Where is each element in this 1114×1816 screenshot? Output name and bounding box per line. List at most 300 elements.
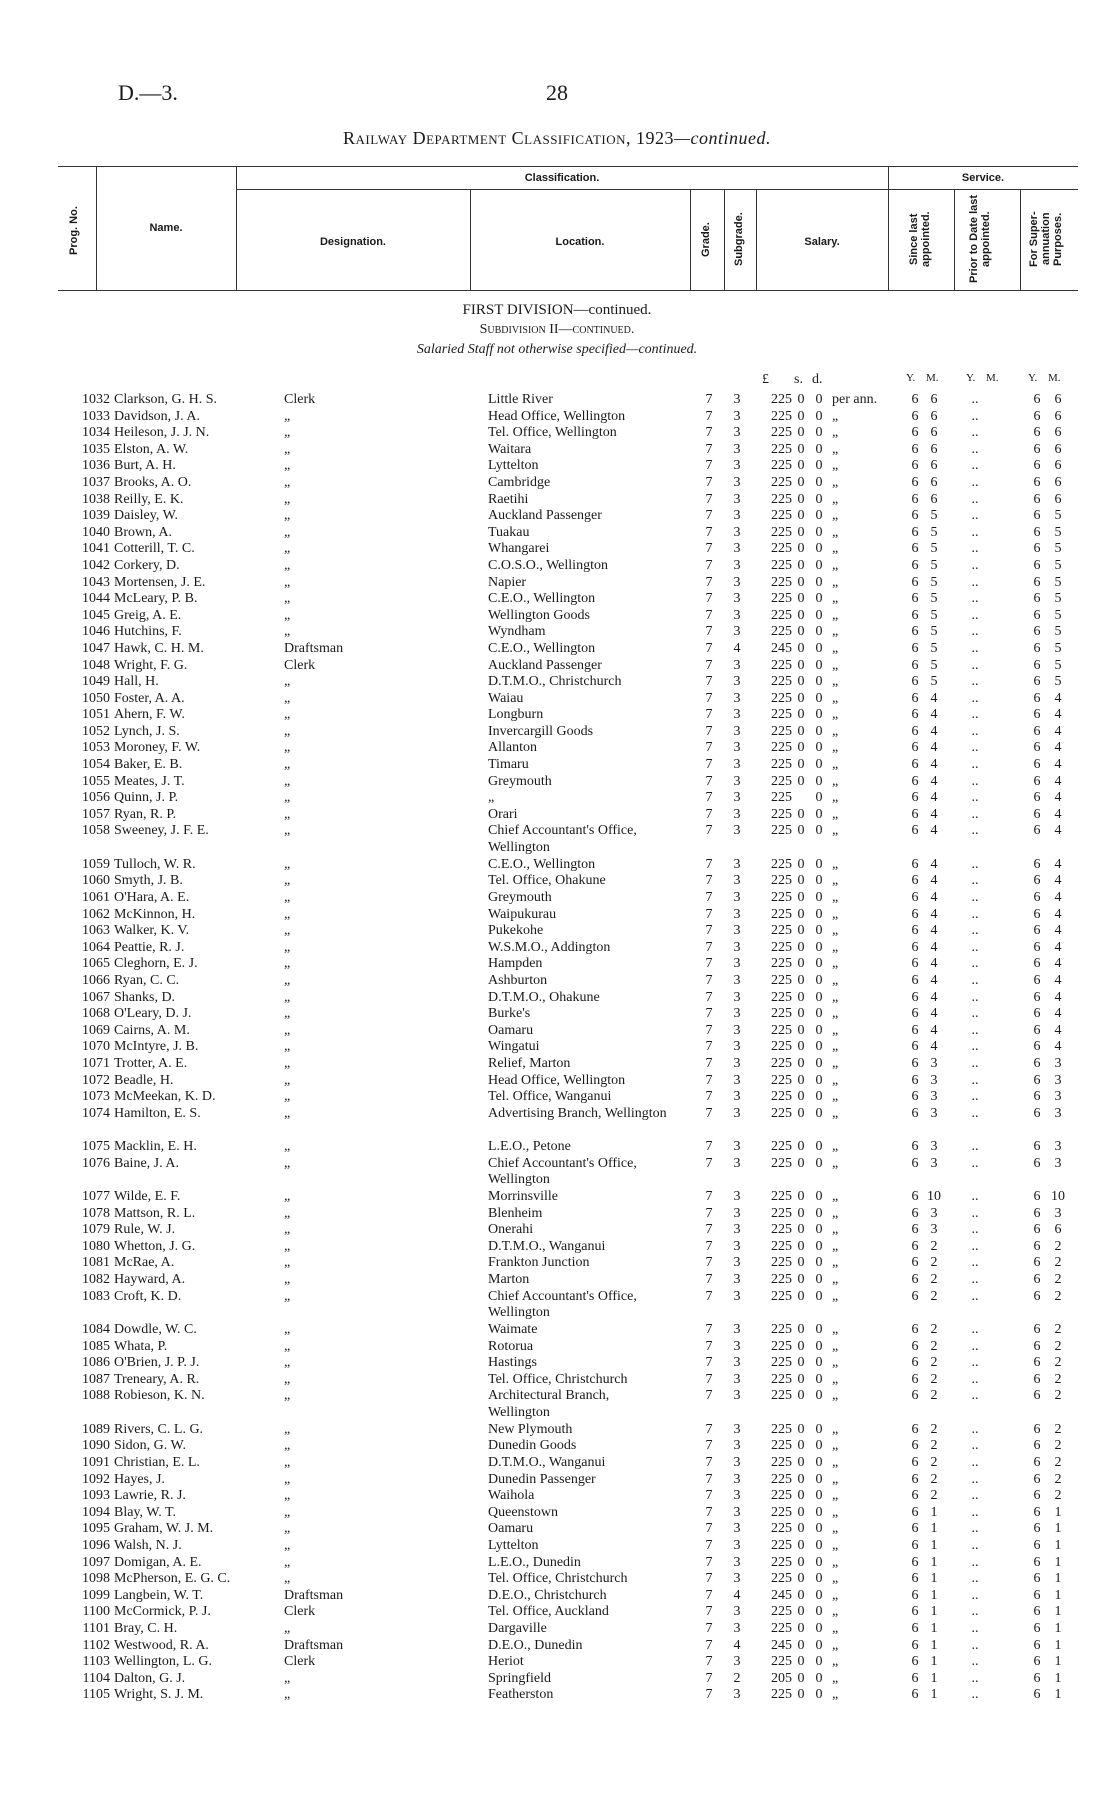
- cell-salary-shillings: 0: [797, 1155, 805, 1171]
- cell-salary-period: „: [832, 425, 839, 441]
- cell-salary-pounds: 225: [771, 1604, 792, 1620]
- cell-prog-no: 1051: [82, 707, 110, 723]
- table-row: [0, 392, 1114, 409]
- table-row: [0, 1106, 1114, 1139]
- cell-salary-pence: 0: [815, 624, 823, 640]
- cell-name: Dowdle, W. C.: [114, 1322, 197, 1338]
- cell-since-years: 6: [911, 392, 919, 407]
- cell-salary-shillings: 0: [797, 674, 805, 690]
- cell-salary-shillings: 0: [797, 1371, 805, 1387]
- cell-salary-pence: 0: [815, 1322, 823, 1338]
- cell-designation: „: [284, 591, 291, 607]
- cell-name: McMeekan, K. D.: [114, 1089, 216, 1105]
- cell-salary-shillings: 0: [797, 1205, 805, 1221]
- cell-salary-pence: 0: [815, 873, 823, 889]
- cell-salary-pounds: 225: [771, 1355, 792, 1371]
- cell-since-months: 1: [930, 1604, 938, 1620]
- cell-prog-no: 1084: [82, 1322, 110, 1338]
- cell-super-years: 6: [1033, 491, 1041, 507]
- cell-since-months: 4: [930, 956, 938, 972]
- cell-prior-years: ..: [971, 1670, 979, 1686]
- table-row: [0, 1056, 1114, 1073]
- cell-designation: „: [284, 1272, 291, 1288]
- cell-salary-period: „: [832, 1089, 839, 1105]
- cell-prog-no: 1098: [82, 1571, 110, 1587]
- cell-prior-years: ..: [971, 607, 979, 623]
- cell-salary-pence: 0: [815, 640, 823, 656]
- cell-grade: 7: [705, 1039, 713, 1055]
- cell-super-months: 6: [1054, 474, 1062, 490]
- cell-since-months: 10: [927, 1189, 941, 1205]
- cell-location: Blenheim: [488, 1205, 543, 1221]
- cell-prior-years: ..: [971, 873, 979, 889]
- cell-subgrade: 3: [733, 856, 741, 872]
- cell-salary-pence: 0: [815, 491, 823, 507]
- cell-super-years: 6: [1033, 806, 1041, 822]
- cell-grade: 7: [705, 524, 713, 540]
- cell-salary-pence: 0: [815, 1455, 823, 1471]
- cell-name: Baker, E. B.: [114, 757, 183, 773]
- cell-salary-pence: 0: [815, 890, 823, 906]
- cell-since-months: 3: [930, 1155, 938, 1171]
- cell-prog-no: 1042: [82, 557, 110, 573]
- cell-salary-pounds: 225: [771, 557, 792, 573]
- cell-subgrade: 3: [733, 906, 741, 922]
- cell-name: Sweeney, J. F. E.: [114, 823, 209, 839]
- cell-prog-no: 1037: [82, 474, 110, 490]
- cell-salary-period: „: [832, 1222, 839, 1238]
- cell-grade: 7: [705, 1438, 713, 1454]
- cell-salary-period: „: [832, 408, 839, 424]
- cell-prog-no: 1060: [82, 873, 110, 889]
- cell-since-years: 6: [911, 458, 919, 474]
- cell-since-months: 4: [930, 939, 938, 955]
- cell-designation: „: [284, 690, 291, 706]
- cell-subgrade: 3: [733, 1222, 741, 1238]
- cell-since-months: 6: [930, 458, 938, 474]
- cell-super-months: 2: [1054, 1338, 1062, 1354]
- header-location: Location.: [555, 236, 605, 248]
- cell-super-years: 6: [1033, 939, 1041, 955]
- cell-location: Marton: [488, 1272, 530, 1288]
- cell-salary-shillings: 0: [797, 1055, 805, 1071]
- cell-super-months: 4: [1054, 890, 1062, 906]
- cell-super-years: 6: [1033, 557, 1041, 573]
- cell-salary-shillings: 0: [797, 640, 805, 656]
- cell-since-years: 6: [911, 1670, 919, 1686]
- cell-grade: 7: [705, 1654, 713, 1670]
- cell-grade: 7: [705, 1521, 713, 1537]
- cell-since-months: 2: [930, 1238, 938, 1254]
- cell-since-months: 2: [930, 1421, 938, 1437]
- cell-super-years: 6: [1033, 1604, 1041, 1620]
- cell-salary-shillings: 0: [797, 1521, 805, 1537]
- service-y3-header: Y.: [1028, 372, 1038, 384]
- cell-prior-years: ..: [971, 491, 979, 507]
- cell-prior-years: ..: [971, 1504, 979, 1520]
- cell-since-years: 6: [911, 591, 919, 607]
- cell-name: Heileson, J. J. N.: [114, 425, 210, 441]
- cell-designation: „: [284, 1288, 291, 1304]
- table-row: [0, 774, 1114, 791]
- cell-super-years: 6: [1033, 441, 1041, 457]
- cell-salary-shillings: 0: [797, 1255, 805, 1271]
- cell-location: Tuakau: [488, 524, 530, 540]
- cell-salary-period: „: [832, 1587, 839, 1603]
- cell-grade: 7: [705, 1272, 713, 1288]
- cell-prior-years: ..: [971, 1637, 979, 1653]
- cell-since-months: 5: [930, 657, 938, 673]
- cell-location: Burke's: [488, 1006, 531, 1022]
- table-row: [0, 1671, 1114, 1688]
- cell-salary-pence: 0: [815, 1272, 823, 1288]
- cell-salary-pence: 0: [815, 1189, 823, 1205]
- cell-super-months: 2: [1054, 1255, 1062, 1271]
- cell-location: Head Office, Wellington: [488, 1072, 626, 1088]
- cell-salary-period: „: [832, 1488, 839, 1504]
- cell-location: Greymouth: [488, 773, 552, 789]
- cell-designation: „: [284, 1620, 291, 1636]
- cell-super-months: 6: [1054, 491, 1062, 507]
- cell-super-months: 6: [1054, 441, 1062, 457]
- table-row: [0, 1039, 1114, 1056]
- cell-super-years: 6: [1033, 1155, 1041, 1171]
- cell-salary-shillings: 0: [797, 972, 805, 988]
- cell-subgrade: 3: [733, 1205, 741, 1221]
- cell-prior-years: ..: [971, 740, 979, 756]
- cell-prog-no: 1085: [82, 1338, 110, 1354]
- cell-salary-period: „: [832, 1022, 839, 1038]
- cell-location: Chief Accountant's Office, Wellington: [488, 823, 637, 856]
- cell-salary-pence: 0: [815, 1554, 823, 1570]
- cell-since-years: 6: [911, 1654, 919, 1670]
- currency-pound-header: £: [762, 372, 769, 387]
- cell-super-years: 6: [1033, 1105, 1041, 1121]
- cell-salary-period: „: [832, 657, 839, 673]
- cell-prog-no: 1040: [82, 524, 110, 540]
- cell-subgrade: 3: [733, 1620, 741, 1636]
- cell-subgrade: 3: [733, 873, 741, 889]
- cell-salary-pounds: 225: [771, 1471, 792, 1487]
- table-row: [0, 1388, 1114, 1421]
- cell-salary-pence: 0: [815, 1089, 823, 1105]
- cell-name: Corkery, D.: [114, 557, 180, 573]
- table-row: [0, 724, 1114, 741]
- cell-salary-shillings: 0: [797, 690, 805, 706]
- cell-designation: „: [284, 823, 291, 839]
- cell-since-years: 6: [911, 740, 919, 756]
- cell-grade: 7: [705, 674, 713, 690]
- cell-salary-period: „: [832, 1139, 839, 1155]
- cell-since-months: 2: [930, 1272, 938, 1288]
- cell-salary-pounds: 225: [771, 1388, 792, 1404]
- cell-name: Wilde, E. F.: [114, 1189, 181, 1205]
- cell-super-years: 6: [1033, 972, 1041, 988]
- cell-location: Morrinsville: [488, 1189, 558, 1205]
- cell-salary-period: „: [832, 1455, 839, 1471]
- cell-grade: 7: [705, 939, 713, 955]
- cell-salary-shillings: 0: [797, 1322, 805, 1338]
- table-row: [0, 1555, 1114, 1572]
- title-text: Railway Department Classification, 1923: [343, 128, 674, 148]
- cell-salary-pence: 0: [815, 1488, 823, 1504]
- cell-salary-pence: 0: [815, 989, 823, 1005]
- cell-designation: „: [284, 707, 291, 723]
- cell-salary-pounds: 225: [771, 491, 792, 507]
- cell-name: McCormick, P. J.: [114, 1604, 211, 1620]
- cell-subgrade: 4: [733, 1587, 741, 1603]
- cell-salary-pence: 0: [815, 806, 823, 822]
- cell-salary-pounds: 225: [771, 425, 792, 441]
- table-row: [0, 807, 1114, 824]
- cell-location: Relief, Marton: [488, 1055, 571, 1071]
- cell-super-years: 6: [1033, 723, 1041, 739]
- cell-super-years: 6: [1033, 1355, 1041, 1371]
- table-row: [0, 707, 1114, 724]
- cell-since-years: 6: [911, 790, 919, 806]
- cell-prior-years: ..: [971, 1587, 979, 1603]
- cell-super-months: 2: [1054, 1455, 1062, 1471]
- cell-designation: „: [284, 1322, 291, 1338]
- cell-salary-pounds: 225: [771, 1571, 792, 1587]
- cell-super-years: 6: [1033, 657, 1041, 673]
- cell-subgrade: 3: [733, 707, 741, 723]
- cell-salary-period: „: [832, 1687, 839, 1703]
- cell-super-years: 6: [1033, 425, 1041, 441]
- cell-designation: „: [284, 740, 291, 756]
- cell-salary-pounds: 225: [771, 757, 792, 773]
- cell-designation: „: [284, 956, 291, 972]
- cell-salary-period: „: [832, 1654, 839, 1670]
- header-prog-no: Prog. No.: [68, 206, 80, 256]
- cell-super-years: 6: [1033, 624, 1041, 640]
- cell-designation: Clerk: [284, 1654, 316, 1670]
- cell-name: Brown, A.: [114, 524, 172, 540]
- cell-grade: 7: [705, 1355, 713, 1371]
- cell-designation: „: [284, 939, 291, 955]
- cell-designation: „: [284, 1155, 291, 1171]
- cell-since-months: 4: [930, 890, 938, 906]
- cell-location: Waitara: [488, 441, 532, 457]
- cell-subgrade: 3: [733, 408, 741, 424]
- cell-since-years: 6: [911, 1421, 919, 1437]
- cell-salary-shillings: 0: [797, 1139, 805, 1155]
- cell-super-months: 3: [1054, 1139, 1062, 1155]
- cell-salary-pence: 0: [815, 1421, 823, 1437]
- cell-prior-years: ..: [971, 508, 979, 524]
- cell-subgrade: 3: [733, 806, 741, 822]
- cell-salary-pence: 0: [815, 441, 823, 457]
- cell-designation: „: [284, 1571, 291, 1587]
- cell-grade: 7: [705, 1238, 713, 1254]
- table-row: [0, 1156, 1114, 1189]
- header-service: Service.: [961, 172, 1005, 184]
- cell-subgrade: 2: [733, 1670, 741, 1686]
- cell-super-months: 3: [1054, 1155, 1062, 1171]
- cell-since-years: 6: [911, 524, 919, 540]
- cell-since-years: 6: [911, 923, 919, 939]
- cell-salary-pounds: 225: [771, 890, 792, 906]
- page-identifier: D.—3.: [118, 80, 178, 105]
- cell-designation: „: [284, 1105, 291, 1121]
- cell-prior-years: ..: [971, 1537, 979, 1553]
- cell-super-months: 4: [1054, 1022, 1062, 1038]
- cell-grade: 7: [705, 923, 713, 939]
- cell-since-years: 6: [911, 657, 919, 673]
- cell-prog-no: 1047: [82, 640, 110, 656]
- cell-salary-period: „: [832, 806, 839, 822]
- cell-designation: „: [284, 1554, 291, 1570]
- cell-grade: 7: [705, 757, 713, 773]
- cell-salary-shillings: 0: [797, 1006, 805, 1022]
- cell-salary-period: „: [832, 1670, 839, 1686]
- cell-salary-shillings: 0: [797, 1471, 805, 1487]
- cell-salary-pounds: 225: [771, 1238, 792, 1254]
- cell-name: Smyth, J. B.: [114, 873, 183, 889]
- cell-since-years: 6: [911, 1637, 919, 1653]
- cell-salary-period: „: [832, 1471, 839, 1487]
- cell-designation: „: [284, 856, 291, 872]
- cell-since-years: 6: [911, 773, 919, 789]
- cell-salary-pounds: 225: [771, 1371, 792, 1387]
- cell-super-years: 6: [1033, 674, 1041, 690]
- cell-since-years: 6: [911, 856, 919, 872]
- cell-since-months: 4: [930, 773, 938, 789]
- cell-salary-period: „: [832, 557, 839, 573]
- cell-name: Rivers, C. L. G.: [114, 1421, 204, 1437]
- cell-location: Advertising Branch, Wellington: [488, 1105, 667, 1121]
- cell-salary-pence: 0: [815, 1587, 823, 1603]
- cell-salary-pence: 0: [815, 425, 823, 441]
- cell-subgrade: 3: [733, 574, 741, 590]
- cell-salary-pence: 0: [815, 1687, 823, 1703]
- cell-since-years: 6: [911, 1554, 919, 1570]
- table-row: [0, 740, 1114, 757]
- cell-salary-pence: 0: [815, 1222, 823, 1238]
- cell-salary-pence: 0: [815, 574, 823, 590]
- cell-subgrade: 3: [733, 740, 741, 756]
- cell-super-years: 6: [1033, 757, 1041, 773]
- cell-prog-no: 1059: [82, 856, 110, 872]
- cell-prog-no: 1094: [82, 1504, 110, 1520]
- cell-since-months: 4: [930, 856, 938, 872]
- cell-since-years: 6: [911, 873, 919, 889]
- cell-prior-years: ..: [971, 1604, 979, 1620]
- cell-name: McIntyre, J. B.: [114, 1039, 199, 1055]
- header-classification: Classification.: [524, 172, 600, 184]
- cell-super-months: 3: [1054, 1089, 1062, 1105]
- header-since-last-appointed: Since last appointed.: [908, 211, 932, 267]
- cell-since-years: 6: [911, 1388, 919, 1404]
- cell-super-years: 6: [1033, 1089, 1041, 1105]
- cell-prog-no: 1103: [82, 1654, 110, 1670]
- cell-salary-pounds: 225: [771, 939, 792, 955]
- cell-grade: 7: [705, 1488, 713, 1504]
- cell-grade: 7: [705, 574, 713, 590]
- cell-salary-pence: 0: [815, 972, 823, 988]
- cell-location: Dargaville: [488, 1620, 547, 1636]
- cell-prog-no: 1035: [82, 441, 110, 457]
- cell-since-months: 2: [930, 1438, 938, 1454]
- cell-location: Waipukurau: [488, 906, 557, 922]
- cell-since-years: 6: [911, 1089, 919, 1105]
- cell-subgrade: 3: [733, 1072, 741, 1088]
- cell-since-months: 4: [930, 823, 938, 839]
- table-row: [0, 475, 1114, 492]
- cell-designation: „: [284, 441, 291, 457]
- cell-prog-no: 1077: [82, 1189, 110, 1205]
- cell-designation: „: [284, 474, 291, 490]
- cell-location: Springfield: [488, 1670, 551, 1686]
- cell-prior-years: ..: [971, 1388, 979, 1404]
- cell-salary-period: „: [832, 458, 839, 474]
- table-row: [0, 890, 1114, 907]
- cell-name: Daisley, W.: [114, 508, 179, 524]
- cell-subgrade: 3: [733, 1521, 741, 1537]
- cell-grade: 7: [705, 1155, 713, 1171]
- cell-salary-shillings: 0: [797, 1554, 805, 1570]
- cell-location: Chief Accountant's Office, Wellington: [488, 1155, 637, 1188]
- cell-salary-pounds: 225: [771, 723, 792, 739]
- cell-salary-pounds: 225: [771, 1089, 792, 1105]
- cell-super-months: 4: [1054, 873, 1062, 889]
- cell-location: Hampden: [488, 956, 543, 972]
- cell-location: D.T.M.O., Ohakune: [488, 989, 600, 1005]
- table-row: [0, 956, 1114, 973]
- cell-salary-period: „: [832, 1288, 839, 1304]
- cell-subgrade: 3: [733, 1687, 741, 1703]
- cell-super-years: 6: [1033, 923, 1041, 939]
- cell-location: Wellington Goods: [488, 607, 590, 623]
- cell-salary-pounds: 225: [771, 1255, 792, 1271]
- cell-salary-pounds: 225: [771, 790, 792, 806]
- cell-subgrade: 3: [733, 1355, 741, 1371]
- cell-name: Wright, F. G.: [114, 657, 188, 673]
- cell-super-years: 6: [1033, 1006, 1041, 1022]
- cell-since-months: 6: [930, 392, 938, 407]
- table-row: [0, 1638, 1114, 1655]
- cell-since-years: 6: [911, 1371, 919, 1387]
- cell-salary-period: „: [832, 1105, 839, 1121]
- cell-super-months: 4: [1054, 1006, 1062, 1022]
- cell-salary-pounds: 225: [771, 1654, 792, 1670]
- cell-name: Baine, J. A.: [114, 1155, 179, 1171]
- cell-since-months: 4: [930, 790, 938, 806]
- cell-prog-no: 1039: [82, 508, 110, 524]
- cell-designation: „: [284, 906, 291, 922]
- cell-location: C.E.O., Wellington: [488, 856, 596, 872]
- cell-subgrade: 3: [733, 1288, 741, 1304]
- cell-since-years: 6: [911, 1006, 919, 1022]
- cell-designation: „: [284, 1371, 291, 1387]
- cell-salary-shillings: 0: [797, 1587, 805, 1603]
- cell-name: Whata, P.: [114, 1338, 168, 1354]
- cell-salary-shillings: 0: [797, 557, 805, 573]
- cell-prior-years: ..: [971, 624, 979, 640]
- cell-super-years: 6: [1033, 640, 1041, 656]
- cell-super-years: 6: [1033, 823, 1041, 839]
- cell-prior-years: ..: [971, 425, 979, 441]
- cell-subgrade: 3: [733, 1371, 741, 1387]
- cell-salary-period: „: [832, 1504, 839, 1520]
- header-salary: Salary.: [804, 236, 840, 248]
- cell-subgrade: 3: [733, 923, 741, 939]
- cell-salary-shillings: 0: [797, 607, 805, 623]
- cell-prog-no: 1063: [82, 923, 110, 939]
- cell-super-months: 1: [1054, 1654, 1062, 1670]
- cell-salary-pounds: 225: [771, 1554, 792, 1570]
- cell-prog-no: 1078: [82, 1205, 110, 1221]
